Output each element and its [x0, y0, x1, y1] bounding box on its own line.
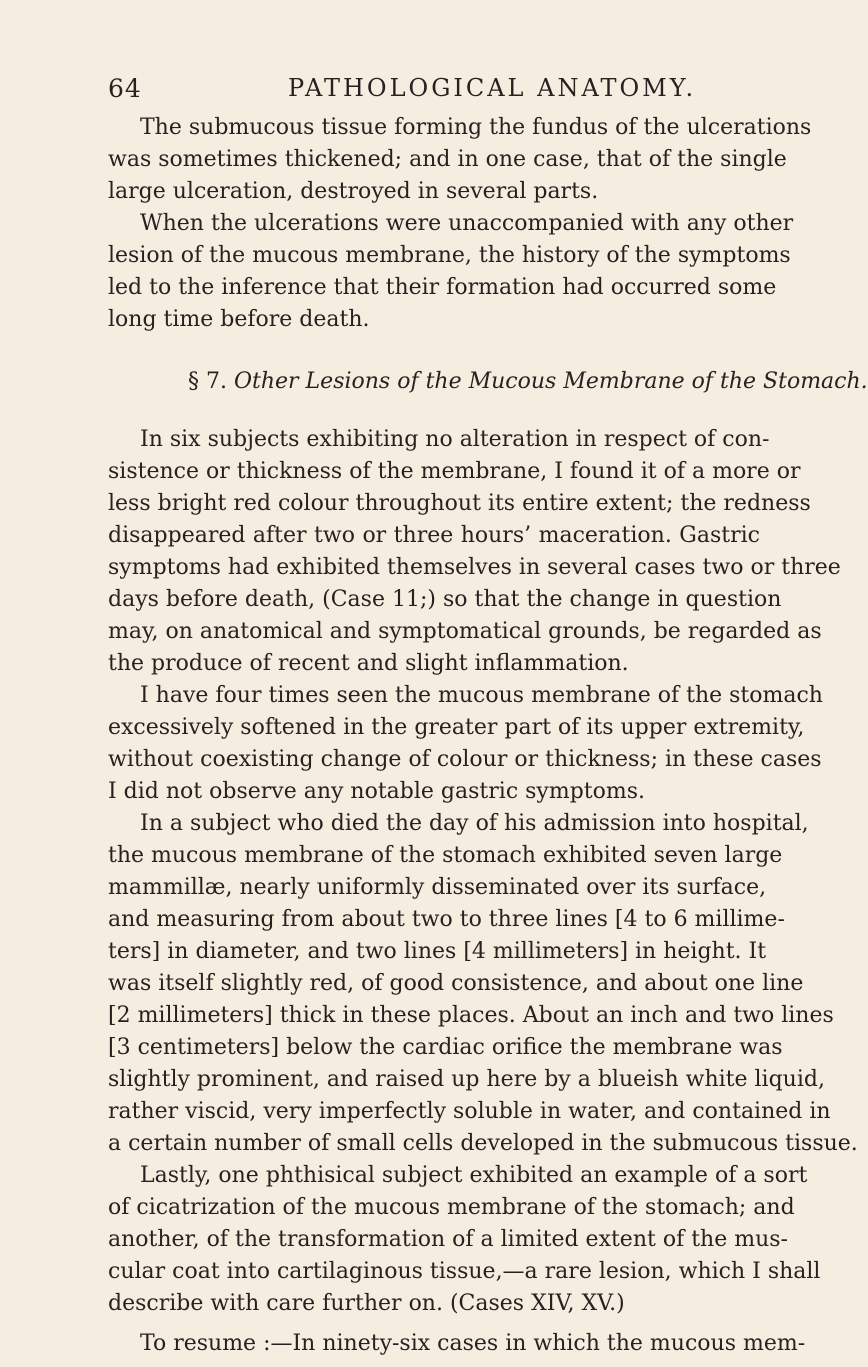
text-line: rather viscid, very imperfectly soluble in water, and contained in	[108, 1099, 831, 1124]
text-line: I did not observe any notable gastric symptoms.	[108, 779, 646, 804]
section-title: Other Lesions of the Mucous Membrane of the Stomach.	[233, 369, 868, 394]
text-line: In a subject who died the day of his admission into hospital,	[140, 811, 809, 836]
text-line: days before death, (Case 11;) so that the change in question	[108, 587, 782, 612]
text-line: lesion of the mucous membrane, the history of the symptoms	[108, 243, 791, 268]
text-line: cular coat into cartilaginous tissue,—a rare lesion, which I shall	[108, 1259, 821, 1284]
running-title: PATHOLOGICAL ANATOMY.	[288, 74, 697, 102]
text-line: I have four times seen the mucous membrane of the stomach	[140, 683, 823, 708]
text-line: less bright red colour throughout its entire extent; the redness	[108, 491, 811, 516]
page-header	[108, 74, 758, 110]
text-line: ters] in diameter, and two lines [4 millimeters] in height. It	[108, 939, 767, 964]
text-line: In six subjects exhibiting no alteration in respect of con-	[140, 427, 770, 452]
text-line: mammillæ, nearly uniformly disseminated over its surface,	[108, 875, 767, 900]
text-line: sistence or thickness of the membrane, I found it of a more or	[108, 459, 801, 484]
text-line: a certain number of small cells developed in the submucous tissue.	[108, 1131, 858, 1156]
text-line: without coexisting change of colour or thickness; in these cases	[108, 747, 822, 772]
text-line: of cicatrization of the mucous membrane of the stomach; and	[108, 1195, 795, 1220]
text-line: was itself slightly red, of good consistence, and about one line	[108, 971, 804, 996]
text-line: When the ulcerations were unaccompanied with any other	[140, 211, 794, 236]
text-line: [2 millimeters] thick in these places. About an inch and two lines	[108, 1003, 834, 1028]
text-line: Lastly, one phthisical subject exhibited an example of a sort	[140, 1163, 808, 1188]
page-number: 64	[108, 74, 142, 103]
text-line: and measuring from about two to three lines [4 to 6 millime-	[108, 907, 785, 932]
text-line: may, on anatomical and symptomatical grounds, be regarded as	[108, 619, 822, 644]
section-heading	[188, 366, 868, 398]
text-line: the produce of recent and slight inflammation.	[108, 651, 629, 676]
text-line: the mucous membrane of the stomach exhibited seven large	[108, 843, 783, 868]
text-line: describe with care further on. (Cases XIV, XV.)	[108, 1291, 625, 1316]
text-line: symptoms had exhibited themselves in several cases two or three	[108, 555, 841, 580]
text-line: slightly prominent, and raised up here by a blueish white liquid,	[108, 1067, 825, 1092]
text-line: To resume :—In ninety-six cases in which the mucous mem-	[140, 1331, 806, 1356]
text-line: long time before death.	[108, 307, 370, 332]
section-number: § 7.	[188, 369, 227, 394]
text-line: led to the inference that their formation had occurred some	[108, 275, 777, 300]
text-line: The submucous tissue forming the fundus of the ulcerations	[140, 115, 812, 140]
text-line: excessively softened in the greater part of its upper extremity,	[108, 715, 805, 740]
text-line: large ulceration, destroyed in several parts.	[108, 179, 599, 204]
text-line: another, of the transformation of a limited extent of the mus-	[108, 1227, 788, 1252]
text-line: disappeared after two or three hours’ maceration. Gastric	[108, 523, 760, 548]
text-line: [3 centimeters] below the cardiac orifice the membrane was	[108, 1035, 783, 1060]
text-line: was sometimes thickened; and in one case, that of the single	[108, 147, 787, 172]
